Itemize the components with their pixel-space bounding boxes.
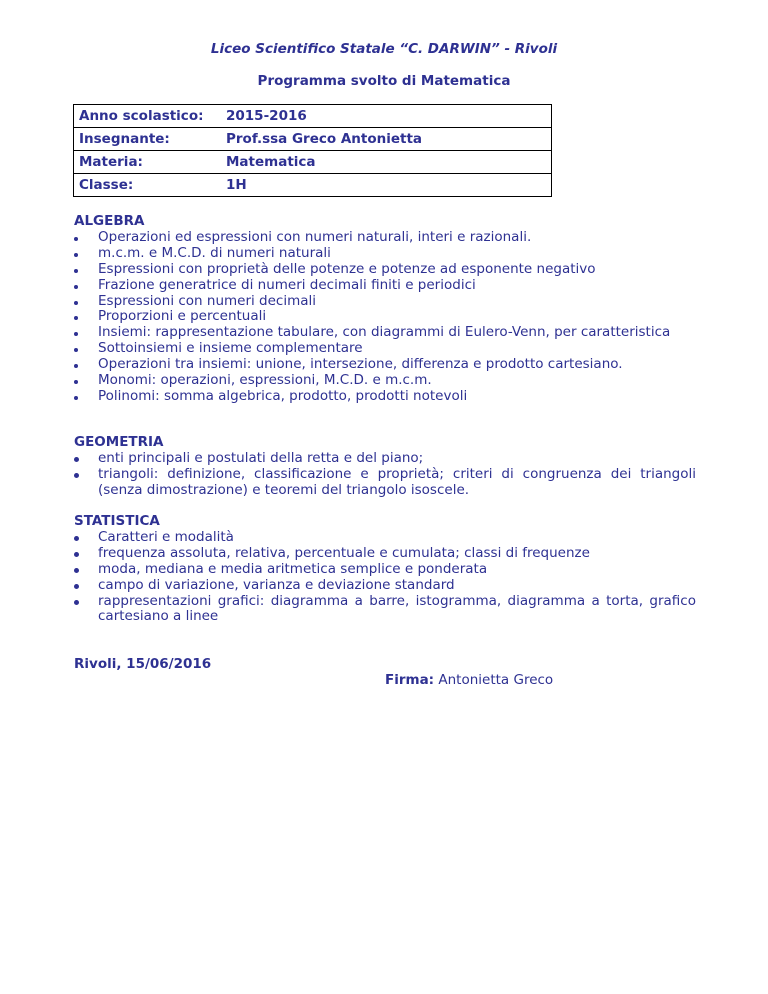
statistica-list [74,530,696,625]
list-item: Proporzioni e percentuali [74,309,696,325]
list-item: triangoli: definizione, classificazione e proprietà; criteri di congruenza dei triangoli (senza dimostrazione) e teoremi del triangolo isoscele. [74,467,696,499]
list-item: campo di variazione, varianza e deviazione standard [74,578,696,594]
list-item: Operazioni ed espressioni con numeri naturali, interi e razionali. [74,230,696,246]
info-label: Anno scolastico: [74,105,222,128]
algebra-list [74,230,696,405]
list-item: enti principali e postulati della retta e del piano; [74,451,696,467]
table-row [74,151,552,174]
info-table [73,104,552,197]
signature-name: Antonietta Greco [434,672,554,688]
section-title: STATISTICA [74,513,160,529]
info-label: Insegnante: [74,128,222,151]
signature-label: Firma: [385,672,435,688]
list-item: Espressioni con proprietà delle potenze e potenze ad esponente negativo [74,262,696,278]
info-value: 1H [221,174,552,197]
list-item: Polinomi: somma algebrica, prodotto, prodotti notevoli [74,389,696,405]
table-row [74,128,552,151]
list-item: Monomi: operazioni, espressioni, M.C.D. e m.c.m. [74,373,696,389]
place-date: Rivoli, 15/06/2016 [74,656,212,672]
geometria-list [74,451,696,499]
list-item: Insiemi: rappresentazione tabulare, con diagrammi di Eulero-Venn, per caratteristica [74,325,696,341]
list-item: Sottoinsiemi e insieme complementare [74,341,696,357]
list-item: Operazioni tra insiemi: unione, intersezione, differenza e prodotto cartesiano. [74,357,696,373]
list-item: frequenza assoluta, relativa, percentuale e cumulata; classi di frequenze [74,546,696,562]
list-item: moda, mediana e media aritmetica semplice e ponderata [74,562,696,578]
info-label: Materia: [74,151,222,174]
list-item: m.c.m. e M.C.D. di numeri naturali [74,246,696,262]
info-value: Prof.ssa Greco Antonietta [221,128,552,151]
info-label: Classe: [74,174,222,197]
list-item: rappresentazioni grafici: diagramma a barre, istogramma, diagramma a torta, grafico cartesiano a linee [74,594,696,626]
section-title: GEOMETRIA [74,434,164,450]
school-title: Liceo Scientifico Statale “C. DARWIN” - Rivoli [210,41,558,57]
statistica-section [74,514,696,625]
section-title: ALGEBRA [74,213,145,229]
signature-line [385,672,553,688]
document-subtitle: Programma svolto di Matematica [257,73,511,89]
algebra-section [74,214,696,405]
table-row [74,174,552,197]
geometria-section [74,435,696,499]
table-row [74,105,552,128]
list-item: Espressioni con numeri decimali [74,294,696,310]
list-item: Caratteri e modalità [74,530,696,546]
list-item: Frazione generatrice di numeri decimali finiti e periodici [74,278,696,294]
info-value: 2015-2016 [221,105,552,128]
info-value: Matematica [221,151,552,174]
